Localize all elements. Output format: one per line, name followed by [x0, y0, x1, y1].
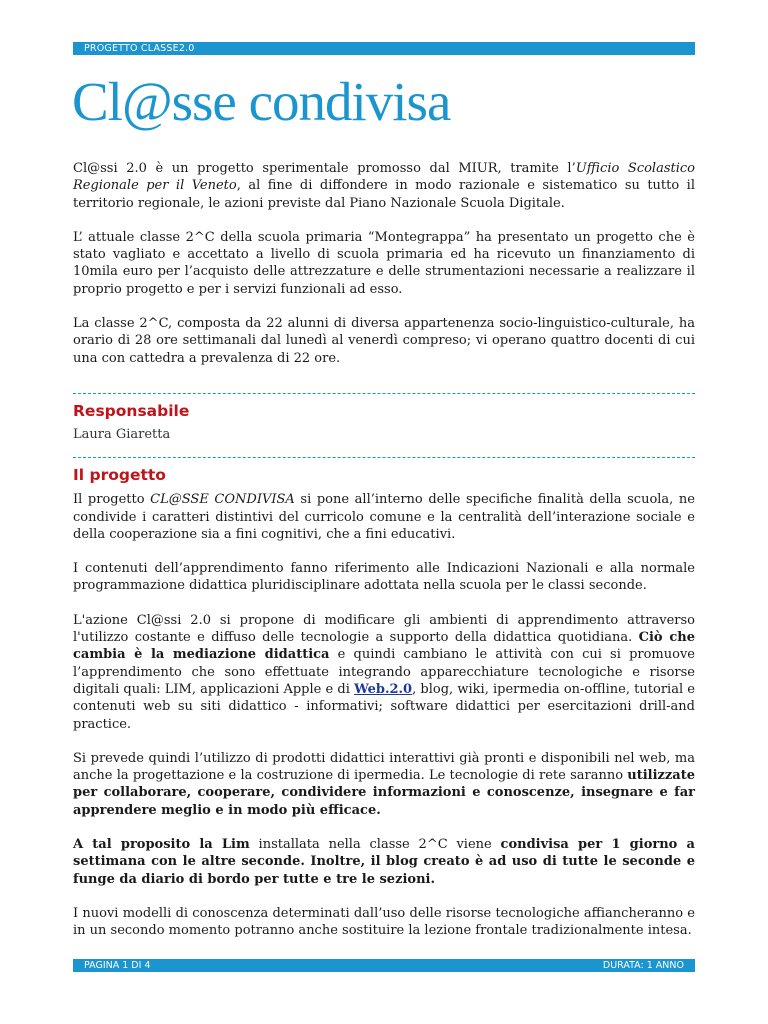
text: Il progetto — [73, 492, 151, 508]
responsabile-name: Laura Giaretta — [73, 426, 171, 442]
progetto-paragraph-2: I contenuti dell’apprendimento fanno riferimento alle Indicazioni Nazionali e alla normale programmazione didattica pluridisciplinare adottata nella scuola per le classi seconde. — [73, 561, 695, 594]
section-divider — [73, 457, 695, 458]
web20-link[interactable]: Web.2.0 — [354, 681, 413, 697]
text: e quindi cambiano le attività con cui si promuove l’apprendimento che sono effettuate integrando apparecchiature tecnologiche e risorse digitali quali: LIM, applicazioni Apple e di — [73, 647, 695, 697]
intro-paragraph-3: La classe 2^C, composta da 22 alunni di diversa appartenenza socio-linguistico-culturale, ha orario di 28 ore settimanali dal lunedì al venerdì compreso; vi operano quattro docenti di cui una con cattedra a prevalenza di 22 ore. — [73, 316, 695, 366]
intro-paragraph-1 — [73, 160, 695, 212]
page-number: PAGINA 1 DI 4 — [84, 960, 151, 971]
intro-text: Cl@ssi 2.0 è un progetto sperimentale promosso dal MIUR, tramite l’ — [73, 161, 576, 176]
bold-text: Ciò che cambia è la mediazione didattica — [73, 630, 695, 663]
progetto-paragraph-5 — [73, 836, 695, 888]
text: Si prevede quindi l’utilizzo di prodotti didattici interattivi già pronti e disponibili nel web, ma anche la progettazione e la costruzione di ipermedia. Le tecnologie di rete saranno — [73, 750, 695, 784]
text: L'azione Cl@ssi 2.0 si propone di modificare gli ambienti di apprendimento attraverso l'utilizzo costante e diffuso delle tecnologie a supporto della didattica quotidiana. — [73, 612, 695, 646]
progetto-paragraph-3 — [73, 612, 695, 733]
main-content — [73, 160, 695, 957]
footer-bar — [73, 959, 695, 972]
header-label: PROGETTO CLASSE2.0 — [84, 43, 195, 54]
duration-label: DURATA: 1 ANNO — [602, 960, 684, 971]
page-title: Cl@sse condivisa — [72, 71, 451, 132]
project-name-emphasis: CL@SSE CONDIVISA — [150, 492, 295, 508]
bold-text: condivisa per 1 giorno a settimana con le altre seconde. Inoltre, il blog creato è ad uso di tutte le seconde e funge da diario di bordo per tutte e tre le sezioni. — [73, 837, 695, 887]
bold-text: A tal proposito la Lim — [73, 837, 250, 853]
text: si pone all’interno delle specifiche finalità della scuola, ne condivide i caratteri distintivi del curricolo comune e la centralità dell’interazione sociale e della cooperazione sia a fini cognitivi, che a fini educativi. — [73, 492, 695, 542]
progetto-paragraph-6: I nuovi modelli di conoscenza determinati dall’uso delle risorse tecnologiche affiancheranno e in un secondo momento potranno anche sostituire la lezione frontale tradizionalmente intesa. — [73, 905, 695, 939]
progetto-paragraph-1 — [73, 491, 695, 543]
bold-text: utilizzate per collaborare, cooperare, condividere informazioni e conoscenze, insegnare e far apprendere meglio e in modo più efficace. — [73, 768, 695, 818]
section-divider — [73, 393, 695, 394]
section-heading-progetto: Il progetto — [73, 466, 166, 485]
text: , blog, wiki, ipermedia on-offline, tutorial e contenuti web su siti didattico - informativi; software didattici per esercitazioni drill-and practice. — [73, 681, 695, 732]
header-bar — [73, 42, 695, 55]
intro-emphasis: Ufficio Scolastico Regionale per il Veneto — [73, 161, 696, 194]
progetto-paragraph-4 — [73, 750, 695, 819]
intro-paragraph-2: L’ attuale classe 2^C della scuola primaria “Montegrappa” ha presentato un progetto che è stato vagliato e accettato a livello di scuola primaria ed ha ricevuto un finanziamento di 10mila euro per l’acquisto delle attrezzature e delle strumentazioni necessarie a realizzare il proprio progetto e per i servizi funzionali ad esso. — [73, 229, 695, 297]
section-heading-responsabile: Responsabile — [73, 401, 190, 420]
intro-text-cont: , al fine di diffondere in modo razionale e sistematico su tutto il territorio regionale, le azioni previste dal Piano Nazionale Scuola Digitale. — [73, 178, 695, 211]
text: installata nella classe 2^C viene — [249, 837, 501, 853]
